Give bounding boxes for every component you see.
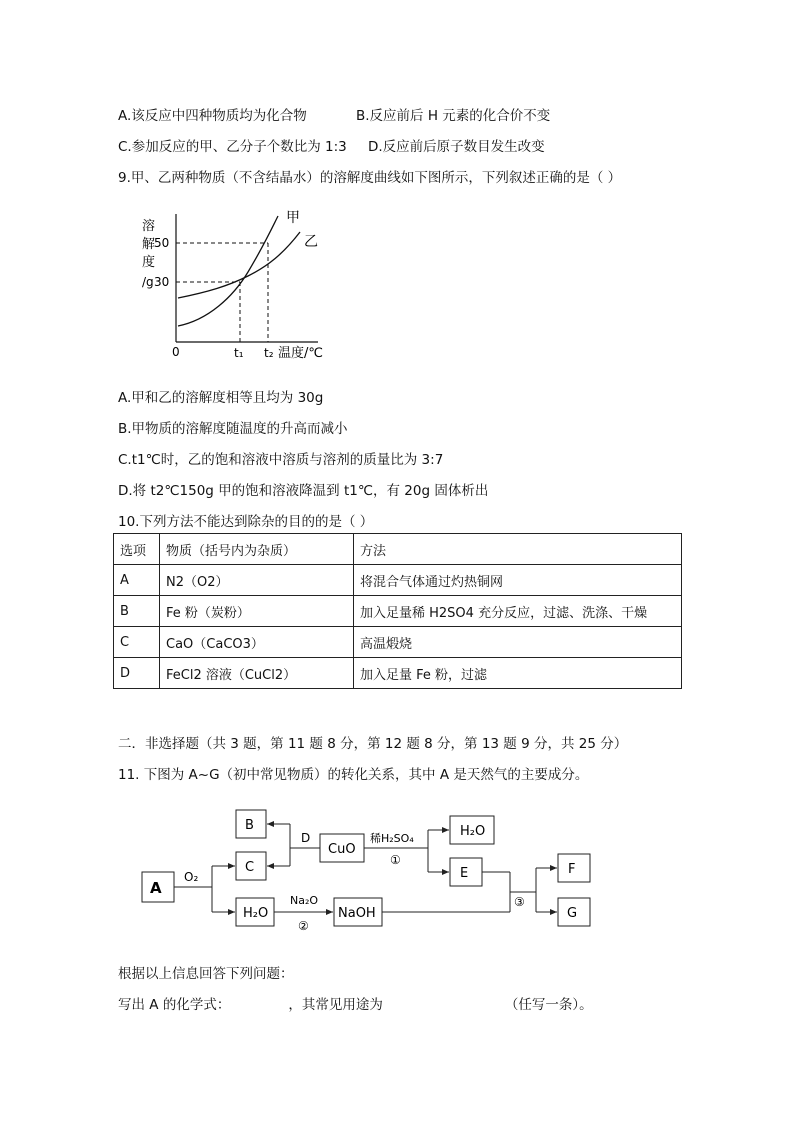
box-cuo-label: CuO bbox=[328, 842, 356, 857]
q8-option-a: A.该反应中四种物质均为化合物 bbox=[118, 108, 307, 124]
cell-substance: Fe 粉（炭粉） bbox=[160, 596, 354, 627]
table-row bbox=[114, 658, 682, 689]
ylabel-char-1: 溶 bbox=[142, 219, 156, 234]
label-circle-3: ③ bbox=[514, 895, 525, 909]
q9-stem: 9.甲、乙两种物质（不含结晶水）的溶解度曲线如下图所示，下列叙述正确的是（ ） bbox=[118, 170, 622, 186]
q11-answer-line bbox=[118, 993, 593, 1013]
label-circle-1: ① bbox=[390, 853, 401, 867]
table-row bbox=[114, 565, 682, 596]
table-header-row bbox=[114, 534, 682, 565]
box-h2o-top-label: H₂O bbox=[460, 824, 486, 839]
table-row bbox=[114, 627, 682, 658]
box-a-label: A bbox=[150, 879, 162, 897]
cell-option: D bbox=[114, 658, 160, 689]
xtick-t2: t₂ bbox=[264, 346, 274, 360]
label-h2so4: 稀H₂SO₄ bbox=[370, 832, 414, 845]
box-c-label: C bbox=[245, 860, 255, 875]
label-na2o: Na₂O bbox=[290, 894, 319, 907]
ylabel-char-2: 解 bbox=[142, 237, 156, 252]
q8-option-b: B.反应前后 H 元素的化合价不变 bbox=[356, 108, 551, 124]
ytick-30: 30 bbox=[154, 275, 170, 289]
box-f-label: F bbox=[568, 862, 576, 877]
cell-method: 将混合气体通过灼热铜网 bbox=[354, 565, 682, 596]
q11-stem: 11. 下图为 A~G（初中常见物质）的转化关系，其中 A 是天然气的主要成分。 bbox=[118, 767, 589, 783]
cell-substance: N2（O2） bbox=[160, 565, 354, 596]
curve-label-jia: 甲 bbox=[286, 210, 300, 226]
header-substance: 物质（括号内为杂质） bbox=[160, 534, 354, 565]
cell-option: B bbox=[114, 596, 160, 627]
cell-option: C bbox=[114, 627, 160, 658]
answer-suffix: （任写一条）。 bbox=[504, 997, 593, 1013]
box-b-label: B bbox=[245, 818, 254, 833]
answer-prefix: 写出 A 的化学式： bbox=[118, 997, 231, 1013]
box-naoh-label: NaOH bbox=[338, 906, 376, 921]
q8-option-c: C.参加反应的甲、乙分子个数比为 1:3 bbox=[118, 139, 347, 155]
q9-option-c: C.t1℃时，乙的饱和溶液中溶质与溶剂的质量比为 3:7 bbox=[118, 452, 444, 468]
label-o2: O₂ bbox=[184, 870, 199, 884]
curve-label-yi: 乙 bbox=[304, 234, 318, 250]
label-d: D bbox=[301, 831, 311, 845]
label-circle-2: ② bbox=[298, 919, 309, 933]
cell-method: 加入足量 Fe 粉，过滤 bbox=[354, 658, 682, 689]
table-row bbox=[114, 596, 682, 627]
section-heading: 二．非选择题（共 3 题，第 11 题 8 分，第 12 题 8 分，第 13 题 9 分，共 25 分） bbox=[118, 736, 628, 752]
header-method: 方法 bbox=[354, 534, 682, 565]
transformation-diagram bbox=[138, 802, 598, 942]
cell-substance: FeCl2 溶液（CuCl2） bbox=[160, 658, 354, 689]
xlabel: 温度/℃ bbox=[278, 346, 323, 361]
cell-substance: CaO（CaCO3） bbox=[160, 627, 354, 658]
ylabel-char-4: /g bbox=[142, 275, 154, 289]
cell-method: 高温煅烧 bbox=[354, 627, 682, 658]
q11-prompt: 根据以上信息回答下列问题： bbox=[118, 966, 294, 982]
cell-method: 加入足量稀 H2SO4 充分反应，过滤、洗涤、干燥 bbox=[354, 596, 682, 627]
curve-yi bbox=[178, 232, 300, 298]
curve-jia bbox=[178, 216, 278, 326]
answer-middle: ，其常见用途为 bbox=[288, 997, 383, 1013]
q9-option-b: B.甲物质的溶解度随温度的升高而减小 bbox=[118, 421, 348, 437]
q10-stem: 10.下列方法不能达到除杂的目的的是（ ） bbox=[118, 514, 374, 530]
ytick-50: 50 bbox=[154, 236, 170, 250]
box-e-label: E bbox=[460, 866, 469, 881]
header-option: 选项 bbox=[114, 534, 160, 565]
ylabel-char-3: 度 bbox=[142, 255, 156, 270]
box-h2o-bottom-label: H₂O bbox=[243, 906, 269, 921]
cell-option: A bbox=[114, 565, 160, 596]
q9-option-a: A.甲和乙的溶解度相等且均为 30g bbox=[118, 390, 324, 406]
xtick-t1: t₁ bbox=[234, 346, 244, 360]
q8-option-d: D.反应前后原子数目发生改变 bbox=[368, 139, 545, 155]
origin-label: 0 bbox=[172, 345, 180, 359]
solubility-curve-graph bbox=[138, 202, 338, 362]
q9-option-d: D.将 t2℃150g 甲的饱和溶液降温到 t1℃，有 20g 固体析出 bbox=[118, 483, 489, 499]
impurity-removal-table bbox=[113, 533, 682, 689]
box-g-label: G bbox=[567, 906, 578, 921]
